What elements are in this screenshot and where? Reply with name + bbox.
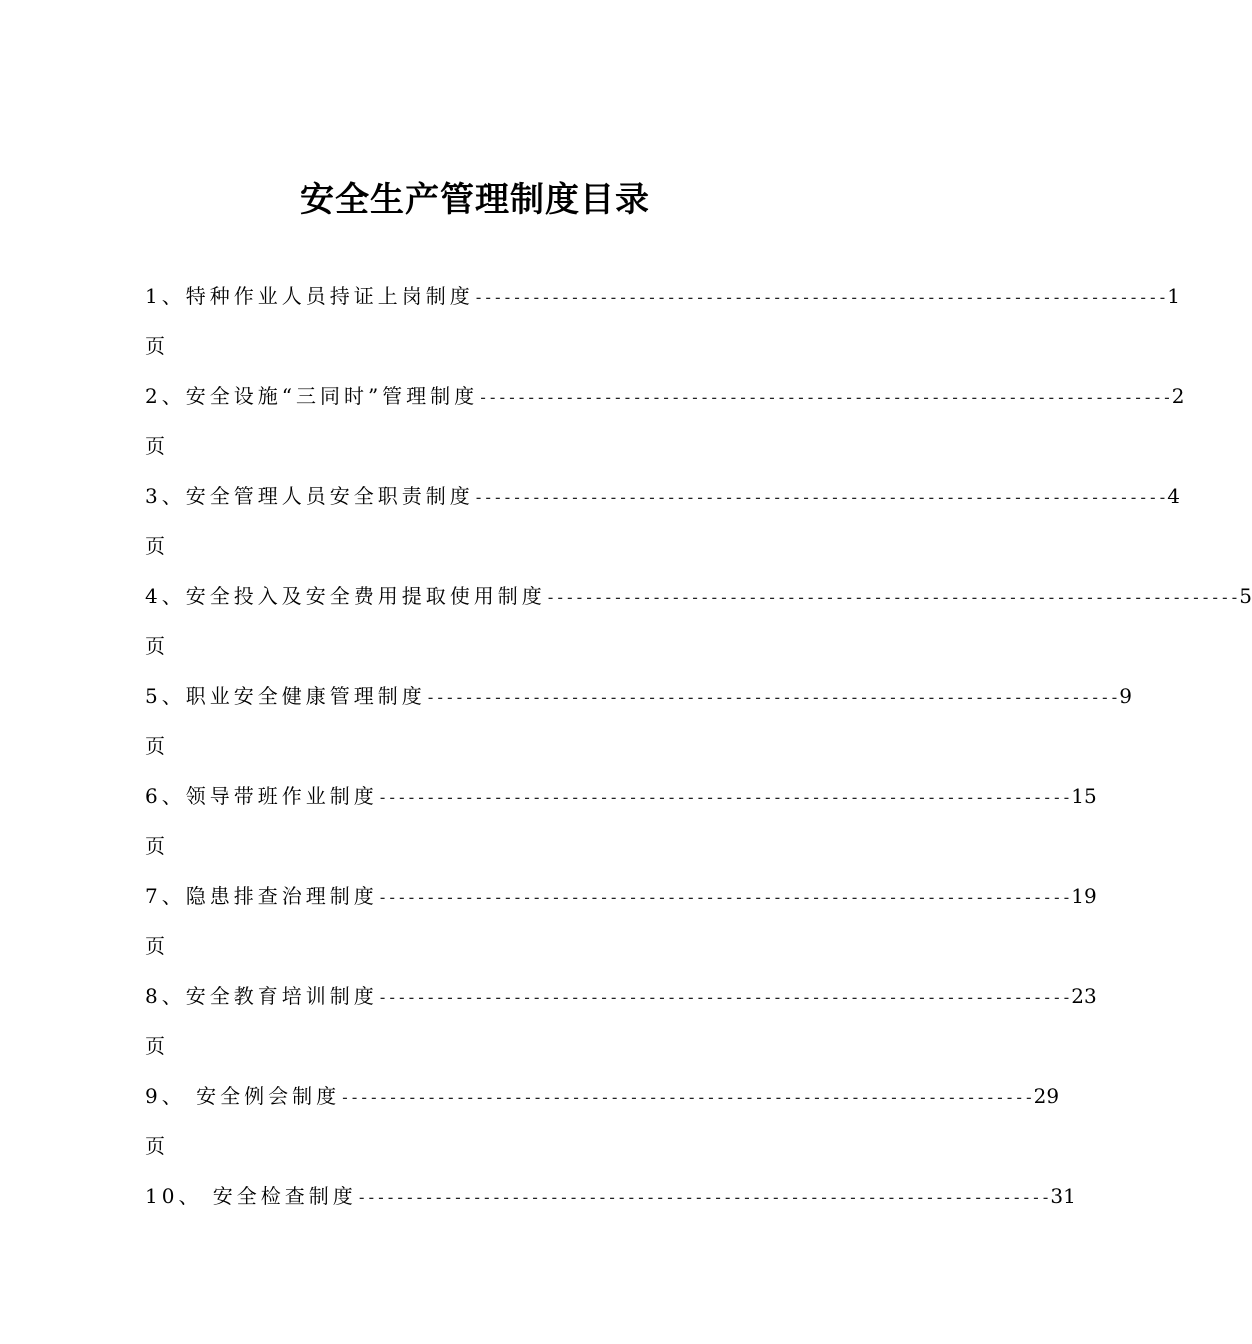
toc-page-number: 4 <box>1167 484 1181 508</box>
toc-entry <box>145 480 1181 580</box>
toc-entry-line <box>145 280 1181 312</box>
toc-leader-dashes: ------------------------------------------------------------------------ <box>340 1088 1034 1107</box>
toc-page-suffix: 页 <box>145 434 165 458</box>
toc-page-number: 5 <box>1239 584 1252 608</box>
toc-entry-line <box>145 1180 1076 1212</box>
toc-entry-line <box>145 380 1185 412</box>
toc-entry-label: 10、 安全检查制度 <box>145 1184 357 1208</box>
toc-page-suffix: 页 <box>145 634 165 658</box>
toc-entry-line <box>145 880 1097 912</box>
toc-page-number: 19 <box>1071 884 1097 908</box>
toc-page-suffix: 页 <box>145 734 165 758</box>
toc-entry-label: 1、特种作业人员持证上岗制度 <box>145 284 474 308</box>
toc-leader-dashes: ------------------------------------------------------------------------ <box>545 588 1240 607</box>
toc-page-number: 9 <box>1119 684 1133 708</box>
table-of-contents <box>145 280 1252 1280</box>
toc-entry-line <box>145 980 1097 1012</box>
toc-page-number: 15 <box>1071 784 1097 808</box>
toc-entry <box>145 1080 1060 1180</box>
toc-leader-dashes: ------------------------------------------------------------------------ <box>377 888 1072 907</box>
toc-entry-line <box>145 1080 1060 1112</box>
toc-entry-label: 7、隐患排查治理制度 <box>145 884 378 908</box>
toc-entry-label: 6、领导带班作业制度 <box>145 784 378 808</box>
toc-entry <box>145 1180 1076 1280</box>
toc-entry <box>145 780 1097 880</box>
toc-leader-dashes: ------------------------------------------------------------------------ <box>473 288 1168 307</box>
toc-page-number: 2 <box>1171 384 1185 408</box>
toc-page-suffix: 页 <box>145 334 165 358</box>
toc-page-suffix: 页 <box>145 534 165 558</box>
toc-entry-label: 8、安全教育培训制度 <box>145 984 378 1008</box>
toc-leader-dashes: ------------------------------------------------------------------------ <box>377 788 1072 807</box>
toc-entry-label: 3、安全管理人员安全职责制度 <box>145 484 474 508</box>
toc-page-suffix: 页 <box>145 1134 165 1158</box>
toc-entry-label: 2、安全设施“三同时”管理制度 <box>145 384 479 408</box>
toc-entry <box>145 880 1097 980</box>
toc-entry-line <box>145 780 1097 812</box>
toc-page-suffix: 页 <box>145 1034 165 1058</box>
toc-entry-line <box>145 680 1133 712</box>
toc-entry-label: 4、安全投入及安全费用提取使用制度 <box>145 584 546 608</box>
toc-entry-line <box>145 480 1181 512</box>
toc-entry <box>145 980 1097 1080</box>
toc-leader-dashes: ------------------------------------------------------------------------ <box>377 988 1072 1007</box>
toc-leader-dashes: ------------------------------------------------------------------------ <box>478 388 1172 407</box>
toc-page-number: 29 <box>1033 1084 1060 1108</box>
toc-page-suffix: 页 <box>145 934 165 958</box>
toc-entry <box>145 580 1252 680</box>
toc-leader-dashes: ------------------------------------------------------------------------ <box>356 1188 1051 1207</box>
document-title: 安全生产管理制度目录 <box>300 180 650 220</box>
toc-page-suffix: 页 <box>145 834 165 858</box>
toc-leader-dashes: ------------------------------------------------------------------------ <box>473 488 1168 507</box>
toc-entry <box>145 280 1181 380</box>
toc-entry-label: 9、 安全例会制度 <box>145 1084 341 1108</box>
toc-leader-dashes: ------------------------------------------------------------------------ <box>425 688 1120 707</box>
toc-entry-line <box>145 580 1252 612</box>
toc-entry-label: 5、职业安全健康管理制度 <box>145 684 426 708</box>
toc-entry <box>145 380 1185 480</box>
toc-page-number: 31 <box>1050 1184 1076 1208</box>
toc-page-number: 23 <box>1071 984 1097 1008</box>
toc-page-number: 1 <box>1167 284 1181 308</box>
toc-entry <box>145 680 1133 780</box>
